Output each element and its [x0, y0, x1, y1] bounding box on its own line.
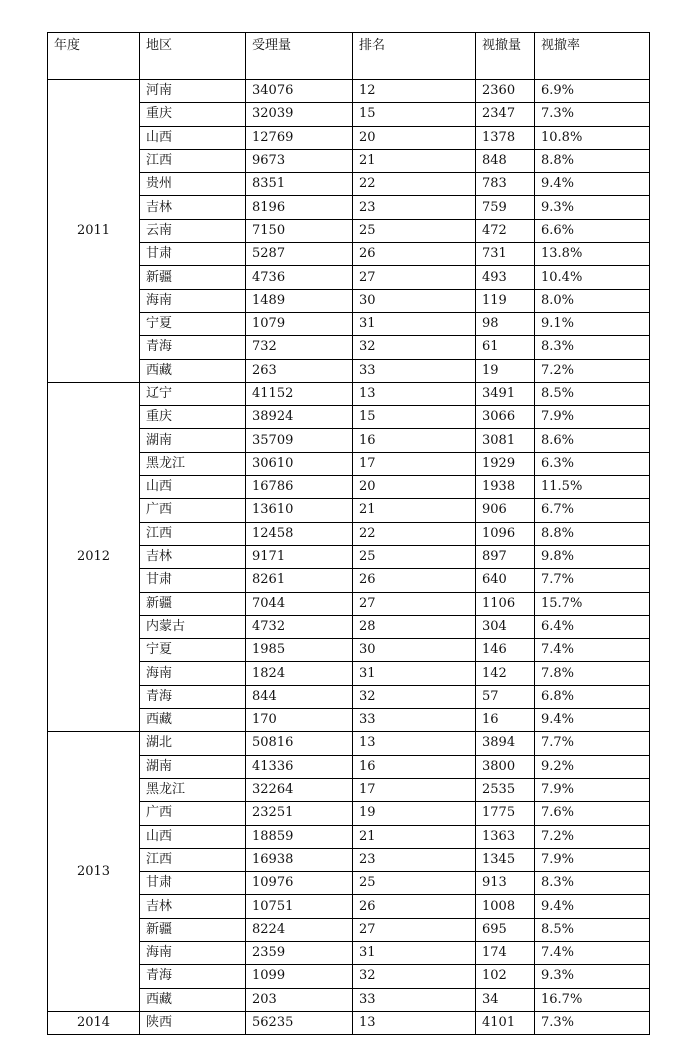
withdrawn-cell: 146 — [476, 639, 535, 662]
accepted-cell: 203 — [246, 988, 353, 1011]
region-cell: 宁夏 — [140, 312, 246, 335]
rate-cell: 6.3% — [535, 452, 650, 475]
rank-cell: 31 — [353, 941, 476, 964]
region-cell: 陕西 — [140, 1011, 246, 1034]
rate-cell: 11.5% — [535, 476, 650, 499]
withdrawn-cell: 695 — [476, 918, 535, 941]
withdrawn-cell: 3066 — [476, 406, 535, 429]
accepted-cell: 2359 — [246, 941, 353, 964]
withdrawn-cell: 16 — [476, 709, 535, 732]
region-cell: 西藏 — [140, 709, 246, 732]
rank-cell: 25 — [353, 872, 476, 895]
region-cell: 云南 — [140, 219, 246, 242]
region-cell: 黑龙江 — [140, 778, 246, 801]
accepted-cell: 1489 — [246, 289, 353, 312]
rate-cell: 7.3% — [535, 103, 650, 126]
region-cell: 湖南 — [140, 755, 246, 778]
rate-cell: 8.8% — [535, 149, 650, 172]
rank-cell: 17 — [353, 778, 476, 801]
rate-cell: 8.6% — [535, 429, 650, 452]
rate-cell: 8.3% — [535, 336, 650, 359]
rate-cell: 13.8% — [535, 243, 650, 266]
region-cell: 江西 — [140, 848, 246, 871]
withdrawn-cell: 493 — [476, 266, 535, 289]
rank-cell: 19 — [353, 802, 476, 825]
region-cell: 江西 — [140, 522, 246, 545]
rate-cell: 8.5% — [535, 382, 650, 405]
table-row — [48, 80, 650, 103]
accepted-cell: 4736 — [246, 266, 353, 289]
region-cell: 甘肃 — [140, 243, 246, 266]
region-cell: 辽宁 — [140, 382, 246, 405]
rank-cell: 21 — [353, 825, 476, 848]
rank-cell: 22 — [353, 522, 476, 545]
accepted-cell: 16786 — [246, 476, 353, 499]
withdrawn-cell: 3800 — [476, 755, 535, 778]
table-row — [48, 732, 650, 755]
withdrawn-cell: 897 — [476, 545, 535, 568]
rank-cell: 32 — [353, 336, 476, 359]
rank-cell: 30 — [353, 639, 476, 662]
accepted-cell: 9673 — [246, 149, 353, 172]
accepted-cell: 1099 — [246, 965, 353, 988]
region-cell: 甘肃 — [140, 569, 246, 592]
withdrawn-cell: 57 — [476, 685, 535, 708]
region-cell: 江西 — [140, 149, 246, 172]
rank-cell: 27 — [353, 918, 476, 941]
withdrawn-cell: 102 — [476, 965, 535, 988]
rank-cell: 13 — [353, 732, 476, 755]
withdrawn-cell: 731 — [476, 243, 535, 266]
rate-cell: 7.7% — [535, 569, 650, 592]
accepted-cell: 1985 — [246, 639, 353, 662]
withdrawn-cell: 848 — [476, 149, 535, 172]
rate-cell: 7.7% — [535, 732, 650, 755]
region-cell: 河南 — [140, 80, 246, 103]
rate-cell: 7.8% — [535, 662, 650, 685]
rate-cell: 9.3% — [535, 196, 650, 219]
rank-cell: 32 — [353, 965, 476, 988]
rank-cell: 23 — [353, 196, 476, 219]
rank-cell: 13 — [353, 382, 476, 405]
rank-cell: 15 — [353, 103, 476, 126]
year-cell: 2013 — [48, 732, 140, 1012]
accepted-cell: 50816 — [246, 732, 353, 755]
accepted-cell: 7044 — [246, 592, 353, 615]
rate-cell: 6.9% — [535, 80, 650, 103]
rank-cell: 16 — [353, 429, 476, 452]
rank-cell: 12 — [353, 80, 476, 103]
accepted-cell: 34076 — [246, 80, 353, 103]
region-cell: 新疆 — [140, 266, 246, 289]
rate-cell: 9.4% — [535, 895, 650, 918]
withdrawn-cell: 1378 — [476, 126, 535, 149]
header-rank: 排名 — [353, 33, 476, 80]
region-cell: 广西 — [140, 802, 246, 825]
region-cell: 新疆 — [140, 918, 246, 941]
withdrawn-cell: 3491 — [476, 382, 535, 405]
accepted-cell: 16938 — [246, 848, 353, 871]
withdrawn-cell: 759 — [476, 196, 535, 219]
rate-cell: 7.2% — [535, 359, 650, 382]
accepted-cell: 41336 — [246, 755, 353, 778]
rate-cell: 9.1% — [535, 312, 650, 335]
withdrawn-cell: 783 — [476, 173, 535, 196]
withdrawn-cell: 906 — [476, 499, 535, 522]
rate-cell: 6.8% — [535, 685, 650, 708]
withdrawn-cell: 98 — [476, 312, 535, 335]
accepted-cell: 13610 — [246, 499, 353, 522]
header-accepted: 受理量 — [246, 33, 353, 80]
rank-cell: 30 — [353, 289, 476, 312]
rate-cell: 9.4% — [535, 709, 650, 732]
rate-cell: 6.4% — [535, 615, 650, 638]
region-cell: 山西 — [140, 476, 246, 499]
region-cell: 内蒙古 — [140, 615, 246, 638]
accepted-cell: 32264 — [246, 778, 353, 801]
withdrawn-cell: 1345 — [476, 848, 535, 871]
table-body — [48, 80, 650, 1035]
accepted-cell: 35709 — [246, 429, 353, 452]
region-cell: 海南 — [140, 662, 246, 685]
rank-cell: 21 — [353, 499, 476, 522]
accepted-cell: 9171 — [246, 545, 353, 568]
rate-cell: 7.9% — [535, 778, 650, 801]
rank-cell: 22 — [353, 173, 476, 196]
withdrawn-cell: 1938 — [476, 476, 535, 499]
region-cell: 广西 — [140, 499, 246, 522]
withdrawn-cell: 119 — [476, 289, 535, 312]
table-row — [48, 382, 650, 405]
accepted-cell: 12458 — [246, 522, 353, 545]
rank-cell: 33 — [353, 988, 476, 1011]
rate-cell: 7.4% — [535, 639, 650, 662]
rank-cell: 33 — [353, 359, 476, 382]
rank-cell: 31 — [353, 662, 476, 685]
rate-cell: 8.5% — [535, 918, 650, 941]
rank-cell: 13 — [353, 1011, 476, 1034]
rank-cell: 17 — [353, 452, 476, 475]
accepted-cell: 23251 — [246, 802, 353, 825]
accepted-cell: 8351 — [246, 173, 353, 196]
region-cell: 山西 — [140, 126, 246, 149]
accepted-cell: 1079 — [246, 312, 353, 335]
withdrawn-cell: 2360 — [476, 80, 535, 103]
rate-cell: 16.7% — [535, 988, 650, 1011]
accepted-cell: 844 — [246, 685, 353, 708]
rank-cell: 20 — [353, 126, 476, 149]
accepted-cell: 41152 — [246, 382, 353, 405]
withdrawn-cell: 142 — [476, 662, 535, 685]
region-cell: 海南 — [140, 289, 246, 312]
rank-cell: 28 — [353, 615, 476, 638]
accepted-cell: 170 — [246, 709, 353, 732]
withdrawn-cell: 3081 — [476, 429, 535, 452]
region-cell: 重庆 — [140, 103, 246, 126]
rate-cell: 8.8% — [535, 522, 650, 545]
rate-cell: 8.0% — [535, 289, 650, 312]
region-cell: 甘肃 — [140, 872, 246, 895]
withdrawn-cell: 61 — [476, 336, 535, 359]
withdrawn-cell: 1929 — [476, 452, 535, 475]
withdrawn-cell: 19 — [476, 359, 535, 382]
withdrawn-cell: 1363 — [476, 825, 535, 848]
accepted-cell: 10751 — [246, 895, 353, 918]
withdrawn-cell: 174 — [476, 941, 535, 964]
accepted-cell: 56235 — [246, 1011, 353, 1034]
rank-cell: 23 — [353, 848, 476, 871]
rate-cell: 6.7% — [535, 499, 650, 522]
rank-cell: 26 — [353, 895, 476, 918]
accepted-cell: 18859 — [246, 825, 353, 848]
region-cell: 海南 — [140, 941, 246, 964]
rank-cell: 21 — [353, 149, 476, 172]
rank-cell: 16 — [353, 755, 476, 778]
region-cell: 重庆 — [140, 406, 246, 429]
withdrawn-cell: 3894 — [476, 732, 535, 755]
rank-cell: 20 — [353, 476, 476, 499]
table-row — [48, 1011, 650, 1034]
accepted-cell: 263 — [246, 359, 353, 382]
accepted-cell: 32039 — [246, 103, 353, 126]
withdrawn-cell: 472 — [476, 219, 535, 242]
withdrawn-cell: 1008 — [476, 895, 535, 918]
withdrawal-stats-table — [47, 32, 650, 1035]
rank-cell: 33 — [353, 709, 476, 732]
region-cell: 吉林 — [140, 196, 246, 219]
withdrawn-cell: 1106 — [476, 592, 535, 615]
accepted-cell: 7150 — [246, 219, 353, 242]
withdrawn-cell: 2347 — [476, 103, 535, 126]
accepted-cell: 12769 — [246, 126, 353, 149]
region-cell: 湖南 — [140, 429, 246, 452]
withdrawn-cell: 640 — [476, 569, 535, 592]
year-cell: 2011 — [48, 80, 140, 383]
table-header — [48, 33, 650, 80]
accepted-cell: 30610 — [246, 452, 353, 475]
rate-cell: 10.4% — [535, 266, 650, 289]
region-cell: 青海 — [140, 965, 246, 988]
rank-cell: 32 — [353, 685, 476, 708]
region-cell: 宁夏 — [140, 639, 246, 662]
rate-cell: 9.4% — [535, 173, 650, 196]
rate-cell: 10.8% — [535, 126, 650, 149]
rate-cell: 7.9% — [535, 406, 650, 429]
withdrawn-cell: 913 — [476, 872, 535, 895]
rate-cell: 15.7% — [535, 592, 650, 615]
region-cell: 西藏 — [140, 359, 246, 382]
region-cell: 新疆 — [140, 592, 246, 615]
rate-cell: 9.8% — [535, 545, 650, 568]
rank-cell: 25 — [353, 545, 476, 568]
accepted-cell: 8224 — [246, 918, 353, 941]
year-cell: 2014 — [48, 1011, 140, 1034]
header-region: 地区 — [140, 33, 246, 80]
year-cell: 2012 — [48, 382, 140, 731]
region-cell: 吉林 — [140, 895, 246, 918]
rate-cell: 8.3% — [535, 872, 650, 895]
accepted-cell: 5287 — [246, 243, 353, 266]
rate-cell: 7.6% — [535, 802, 650, 825]
withdrawn-cell: 4101 — [476, 1011, 535, 1034]
region-cell: 西藏 — [140, 988, 246, 1011]
withdrawn-cell: 1775 — [476, 802, 535, 825]
rate-cell: 9.2% — [535, 755, 650, 778]
accepted-cell: 1824 — [246, 662, 353, 685]
rank-cell: 27 — [353, 592, 476, 615]
region-cell: 青海 — [140, 685, 246, 708]
accepted-cell: 10976 — [246, 872, 353, 895]
rate-cell: 7.2% — [535, 825, 650, 848]
rank-cell: 25 — [353, 219, 476, 242]
region-cell: 吉林 — [140, 545, 246, 568]
accepted-cell: 732 — [246, 336, 353, 359]
header-withdrawn: 视撤量 — [476, 33, 535, 80]
rate-cell: 7.4% — [535, 941, 650, 964]
withdrawn-cell: 304 — [476, 615, 535, 638]
rank-cell: 26 — [353, 243, 476, 266]
rank-cell: 31 — [353, 312, 476, 335]
rate-cell: 6.6% — [535, 219, 650, 242]
withdrawn-cell: 1096 — [476, 522, 535, 545]
rate-cell: 7.3% — [535, 1011, 650, 1034]
rank-cell: 26 — [353, 569, 476, 592]
region-cell: 青海 — [140, 336, 246, 359]
region-cell: 贵州 — [140, 173, 246, 196]
accepted-cell: 4732 — [246, 615, 353, 638]
rate-cell: 9.3% — [535, 965, 650, 988]
rank-cell: 15 — [353, 406, 476, 429]
rank-cell: 27 — [353, 266, 476, 289]
withdrawn-cell: 2535 — [476, 778, 535, 801]
withdrawn-cell: 34 — [476, 988, 535, 1011]
accepted-cell: 8261 — [246, 569, 353, 592]
region-cell: 黑龙江 — [140, 452, 246, 475]
header-row — [48, 33, 650, 80]
header-rate: 视撤率 — [535, 33, 650, 80]
accepted-cell: 38924 — [246, 406, 353, 429]
region-cell: 山西 — [140, 825, 246, 848]
region-cell: 湖北 — [140, 732, 246, 755]
accepted-cell: 8196 — [246, 196, 353, 219]
rate-cell: 7.9% — [535, 848, 650, 871]
header-year: 年度 — [48, 33, 140, 80]
